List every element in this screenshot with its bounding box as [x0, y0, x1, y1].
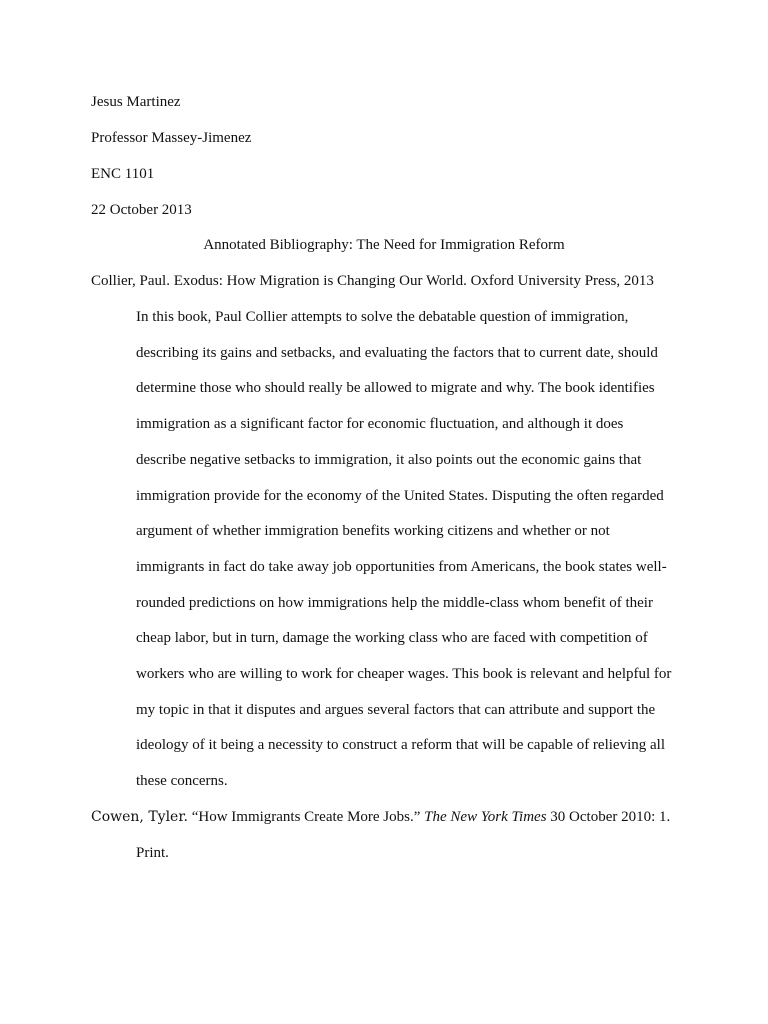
citation-author: Cowen, Tyler. — [91, 809, 188, 825]
annotation-line: rounded predictions on how immigrations help the middle-class whom benefit of their — [136, 595, 653, 611]
annotation-line: argument of whether immigration benefits working citizens and whether or not — [136, 523, 610, 539]
annotation-line: describing its gains and setbacks, and evaluating the factors that to current date, should — [136, 345, 658, 361]
annotation-line: immigration provide for the economy of the United States. Disputing the often regarded — [136, 488, 664, 504]
citation-date: 30 October 2010: 1. — [546, 809, 671, 825]
citation-publication: The New York Times — [420, 809, 547, 825]
citation-cowen — [91, 808, 670, 826]
citation-collier: Collier, Paul. Exodus: How Migration is Changing Our World. Oxford University Press, 2013 — [91, 273, 654, 289]
annotation-line: cheap labor, but in turn, damage the working class who are faced with competition of — [136, 630, 648, 646]
annotation-line: my topic in that it disputes and argues several factors that can attribute and support the — [136, 702, 656, 718]
author-name: Jesus Martinez — [91, 94, 181, 110]
annotation-line: In this book, Paul Collier attempts to solve the debatable question of immigration, — [136, 309, 629, 325]
annotation-line: these concerns. — [136, 773, 228, 789]
annotation-line: determine those who should really be allowed to migrate and why. The book identifies — [136, 380, 655, 396]
citation-article-title: “How Immigrants Create More Jobs.” — [187, 809, 421, 825]
professor-name: Professor Massey-Jimenez — [91, 130, 252, 146]
course-code: ENC 1101 — [91, 166, 155, 182]
annotation-line: immigration as a significant factor for economic fluctuation, and although it does — [136, 416, 624, 432]
document-title: Annotated Bibliography: The Need for Immigration Reform — [203, 237, 565, 253]
document-date: 22 October 2013 — [91, 202, 192, 218]
annotation-line: describe negative setbacks to immigration, it also points out the economic gains that — [136, 452, 642, 468]
annotation-line: workers who are willing to work for cheaper wages. This book is relevant and helpful for — [136, 666, 672, 682]
annotation-line: immigrants in fact do take away job opportunities from Americans, the book states well- — [136, 559, 667, 575]
annotation-line: ideology of it being a necessity to construct a reform that will be capable of relieving all — [136, 737, 665, 753]
citation-cowen-continuation: Print. — [136, 845, 169, 861]
